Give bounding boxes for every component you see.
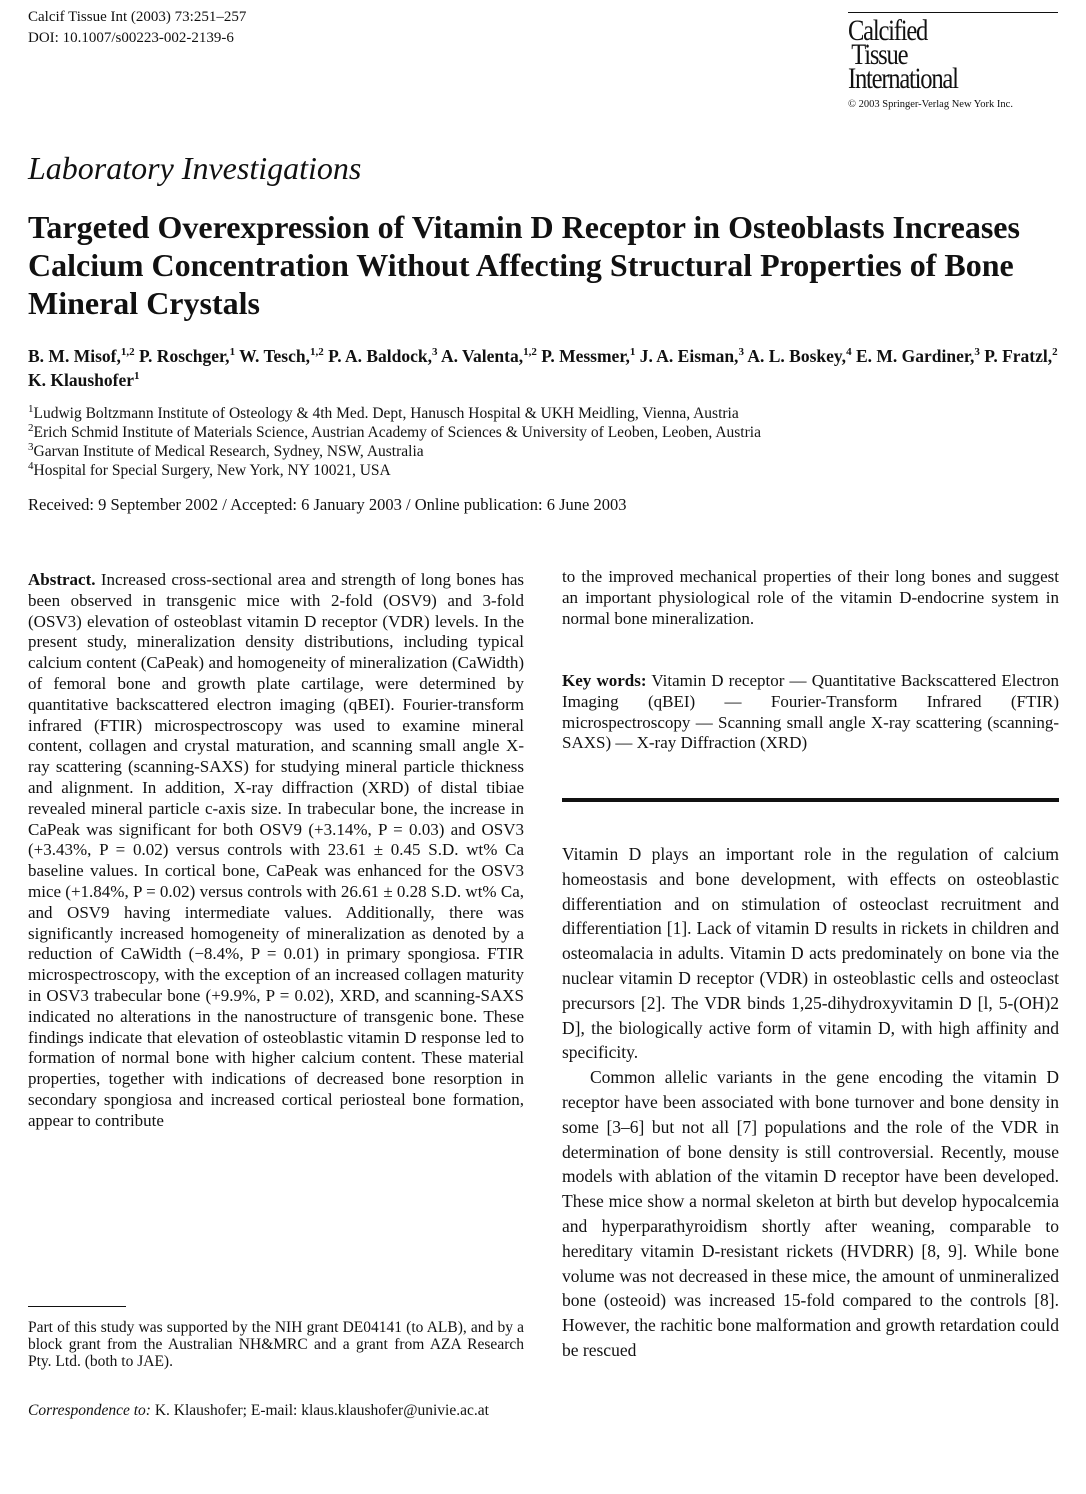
author-name: E. M. Gardiner,	[855, 346, 975, 366]
brand-line3: International	[848, 62, 958, 95]
author-affiliation-mark: 4	[846, 346, 852, 359]
brand-rule	[848, 12, 1058, 13]
keywords-text: Vitamin D receptor — Quantitative Backscattered Electron Imaging (qBEI) — Fourier-Transform Infrared (FTIR) microspectroscopy — Scanning small angle X-ray scattering (scanning-SAXS) — X-ray Diffraction (XRD)	[562, 671, 1059, 753]
affiliation-number: 3	[28, 440, 34, 453]
brand-line2: Tissue	[851, 38, 908, 71]
article-title: Targeted Overexpression of Vitamin D Receptor in Osteoblasts Increases Calcium Concentration Without Affecting Structural Properties of Bone Mineral Crystals	[28, 209, 1020, 321]
author-affiliation-mark: 1,2	[120, 346, 135, 359]
keywords	[562, 671, 1059, 754]
author-affiliation-mark: 2	[1052, 346, 1058, 359]
author-name: W. Tesch,	[239, 346, 310, 366]
author-affiliation-mark: 1,2	[309, 346, 324, 359]
affiliation-line	[28, 423, 1068, 442]
affiliation-number: 2	[28, 421, 34, 434]
doi: DOI: 10.1007/s00223-002-2139-6	[28, 30, 234, 46]
affiliation-line	[28, 461, 1068, 480]
author-name: P. Messmer,	[541, 346, 630, 366]
affiliation-text: Ludwig Boltzmann Institute of Osteology & 4th Med. Dept, Hanusch Hospital & UKH Meidling, Vienna, Austria	[33, 405, 739, 422]
author-name: P. A. Baldock,	[328, 346, 433, 366]
publication-dates: Received: 9 September 2002 / Accepted: 6 January 2003 / Online publication: 6 June 2003	[28, 495, 627, 514]
author-name: B. M. Misof,	[28, 346, 121, 366]
author-name: A. Valenta,	[440, 346, 524, 366]
affiliation-number: 4	[28, 459, 34, 472]
footnote-rule	[28, 1306, 126, 1307]
affiliation-line	[28, 442, 1068, 461]
correspondence-label: Correspondence to:	[28, 1402, 151, 1419]
affiliation-number: 1	[28, 402, 34, 415]
body-text	[562, 842, 1059, 1363]
author-name: P. Fratzl,	[984, 346, 1053, 366]
journal-brand	[848, 12, 1058, 110]
affiliation-text: Erich Schmid Institute of Materials Science, Austrian Academy of Sciences & University of Leoben, Leoben, Austria	[33, 424, 761, 441]
author-affiliation-mark: 3	[738, 346, 744, 359]
author-affiliation-mark: 1	[133, 370, 140, 383]
body-paragraph-2: Common allelic variants in the gene encoding the vitamin D receptor have been associated with bone turnover and bone density in some [3–6] but not all [7] populations and the role of the VDR in determination of bone density is still controversial. Recently, mouse models with ablation of the vitamin D receptor have been developed. These mice show a normal skeleton at birth but develop hypocalcemia and hyperparathyroidism shortly after weaning, comparable to hereditary vitamin D-resistant rickets (HVDRR) [8, 9]. While bone volume was not decreased in these mice, the amount of unmineralized bone (osteoid) was increased 15-fold compared to the controls [8]. However, the rachitic bone malformation and growth retardation could be rescued	[562, 1067, 1059, 1360]
correspondence-text: K. Klaushofer; E-mail: klaus.klaushofer@univie.ac.at	[154, 1402, 489, 1419]
journal-citation: Calcif Tissue Int (2003) 73:251–257	[28, 9, 247, 25]
section-divider	[562, 798, 1059, 802]
author-affiliation-mark: 3	[974, 346, 980, 359]
brand-line1: Calcified	[848, 14, 928, 47]
affiliations	[28, 404, 1068, 480]
author-name: K. Klaushofer	[28, 370, 134, 390]
affiliation-text: Hospital for Special Surgery, New York, NY 10021, USA	[33, 462, 391, 479]
brand-logo	[848, 14, 1020, 95]
funding-footnote: Part of this study was supported by the NIH grant DE04141 (to ALB), and by a block grant from the Australian NH&MRC and a grant from AZA Research Pty. Ltd. (both to JAE).	[28, 1319, 524, 1370]
correspondence	[28, 1402, 524, 1419]
author-affiliation-mark: 3	[432, 346, 438, 359]
abstract-continuation: to the improved mechanical properties of their long bones and suggest an important physiological role of the vitamin D-endocrine system in normal bone mineralization.	[562, 567, 1059, 628]
body-paragraph-1: Vitamin D plays an important role in the regulation of calcium homeostasis and bone development, with effects on osteoblastic differentiation and on stimulation of osteoclast recruitment and differentiation [1]. Lack of vitamin D results in rickets in children and osteomalacia in adults. Vitamin D acts predominately on bone via the nuclear vitamin D receptor (VDR) in osteoblastic cells and osteoclast precursors [2]. The VDR binds 1,25-dihydroxyvitamin D [l, 5-(OH)2 D], the biologically active form of vitamin D, with high affinity and specificity.	[562, 844, 1059, 1063]
abstract-text: Increased cross-sectional area and strength of long bones has been observed in transgenic mice with 2-fold (OSV9) and 3-fold (OSV3) elevation of osteoblast vitamin D receptor (VDR) levels. In the present study, mineralization density distributions, including typical calcium content (CaPeak) and homogeneity of mineralization (CaWidth) of femoral bone and growth plate cartilage, were determined by quantitative backscattered electron imaging (qBEI). Fourier-transform infrared (FTIR) microspectroscopy was used to examine mineral content, collagen and crystal maturation, and scanning small angle X-ray scattering (scanning-SAXS) for studying mineral particle thickness and alignment. In addition, X-ray diffraction (XRD) of distal tibiae revealed mineral particle c-axis size. In trabecular bone, the increase in CaPeak was significant for both OSV9 (+3.14%, P = 0.03) and OSV3 (+3.43%, P = 0.02) versus controls with 23.61 ± 0.45 S.D. wt% Ca baseline values. In cortical bone, CaPeak was enhanced for the OSV3 mice (+1.84%, P = 0.02) versus controls with 26.61 ± 0.28 S.D. wt% Ca, and OSV9 having intermediate values. Additionally, there was significantly increased homogeneity of mineralization as denoted by a reduction of CaWidth (−8.4%, P = 0.01) in primary spongiosa. FTIR microspectroscopy, with the exception of an increased collagen maturity in OSV3 trabecular bone (+9.9%, P = 0.02), XRD, and scanning-SAXS indicated no alterations in the nanostructure of transgenic bone. These findings indicate that elevation of osteoblastic vitamin D response led to formation of normal bone with higher calcium content. These material properties, together with indications of decreased bone resorption in secondary spongiosa and increased cortical periosteal bone formation, appear to contribute	[28, 570, 524, 1130]
author-name: J. A. Eisman,	[639, 346, 739, 366]
author-list	[28, 344, 1068, 392]
affiliation-text: Garvan Institute of Medical Research, Sydney, NSW, Australia	[33, 443, 424, 460]
author-affiliation-mark: 1	[229, 346, 236, 359]
author-affiliation-mark: 1	[629, 346, 636, 359]
author-name: A. L. Boskey,	[747, 346, 847, 366]
author-name: P. Roschger,	[138, 346, 230, 366]
abstract	[28, 570, 524, 1132]
affiliation-line	[28, 404, 1068, 423]
section-heading: Laboratory Investigations	[28, 150, 362, 186]
keywords-label: Key words:	[562, 671, 647, 690]
abstract-label: Abstract.	[28, 570, 96, 589]
author-affiliation-mark: 1,2	[523, 346, 537, 359]
copyright: © 2003 Springer-Verlag New York Inc.	[848, 99, 1013, 110]
